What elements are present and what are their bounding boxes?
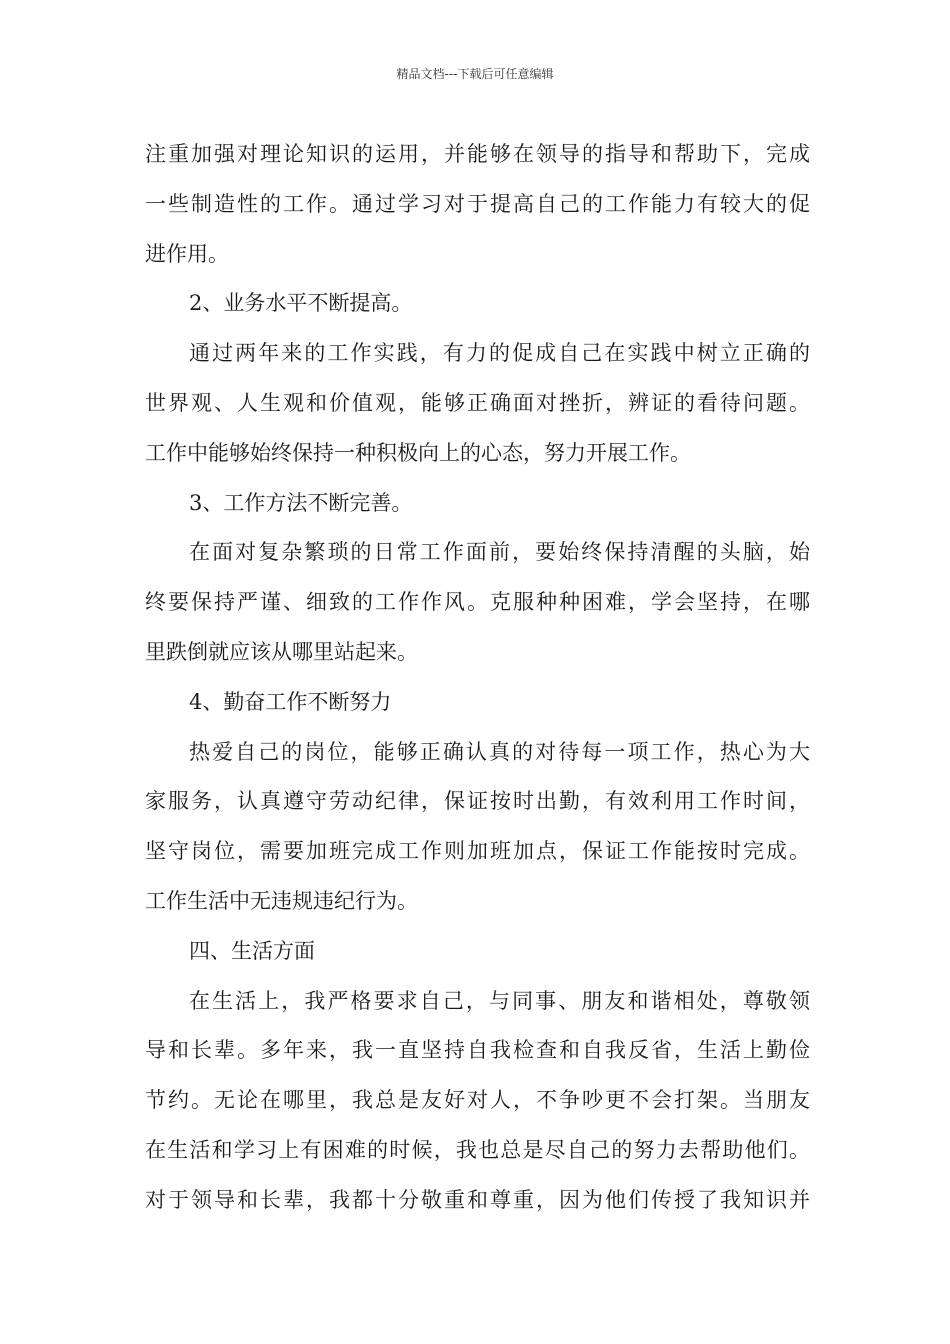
text-line: 里跌倒就应该从哪里站起来。 <box>145 639 418 664</box>
text-line: 在生活上，我严格要求自己，与同事、朋友和谐相处，尊敬领 <box>189 988 810 1013</box>
text-line: 一些制造性的工作。通过学习对于提高自己的工作能力有较大的促 <box>145 191 810 216</box>
text-line: 通过两年来的工作实践，有力的促成自己在实践中树立正确的 <box>189 341 810 366</box>
text-line: 家服务，认真遵守劳动纪律，保证按时出勤，有效利用工作时间， <box>145 789 810 814</box>
text-line: 对于领导和长辈，我都十分敬重和尊重，因为他们传授了我知识并 <box>145 1187 810 1212</box>
section-heading: 四、生活方面 <box>189 938 315 963</box>
text-line: 终要保持严谨、细致的工作作风。克服种种困难，学会坚持，在哪 <box>145 590 810 615</box>
text-line: 注重加强对理论知识的运用，并能够在领导的指导和帮助下，完成 <box>145 142 810 166</box>
section-heading: 2、业务水平不断提高。 <box>189 291 413 316</box>
text-line: 工作生活中无违规违纪行为。 <box>145 888 418 913</box>
text-line: 世界观、人生观和价值观，能够正确面对挫折，辨证的看待问题。 <box>145 390 810 415</box>
text-line: 在生活和学习上有困难的时候，我也总是尽自己的努力去帮助他们。 <box>145 1137 810 1162</box>
text-line: 工作中能够始终保持一种积极向上的心态，努力开展工作。 <box>145 440 691 465</box>
text-line: 导和长辈。多年来，我一直坚持自我检查和自我反省，生活上勤俭 <box>145 1038 810 1063</box>
page-header: 精品文档---下载后可任意编辑 <box>396 67 554 81</box>
document-body <box>145 130 810 1226</box>
section-heading: 4、勤奋工作不断努力 <box>189 689 392 714</box>
text-line: 坚守岗位，需要加班完成工作则加班加点，保证工作能按时完成。 <box>145 839 810 864</box>
text-line: 节约。无论在哪里，我总是友好对人，不争吵更不会打架。当朋友 <box>145 1088 810 1113</box>
section-heading: 3、工作方法不断完善。 <box>189 490 413 515</box>
text-line: 进作用。 <box>145 241 229 266</box>
text-line: 热爱自己的岗位，能够正确认真的对待每一项工作，热心为大 <box>189 739 810 764</box>
text-line: 在面对复杂繁琐的日常工作面前，要始终保持清醒的头脑，始 <box>189 540 810 565</box>
